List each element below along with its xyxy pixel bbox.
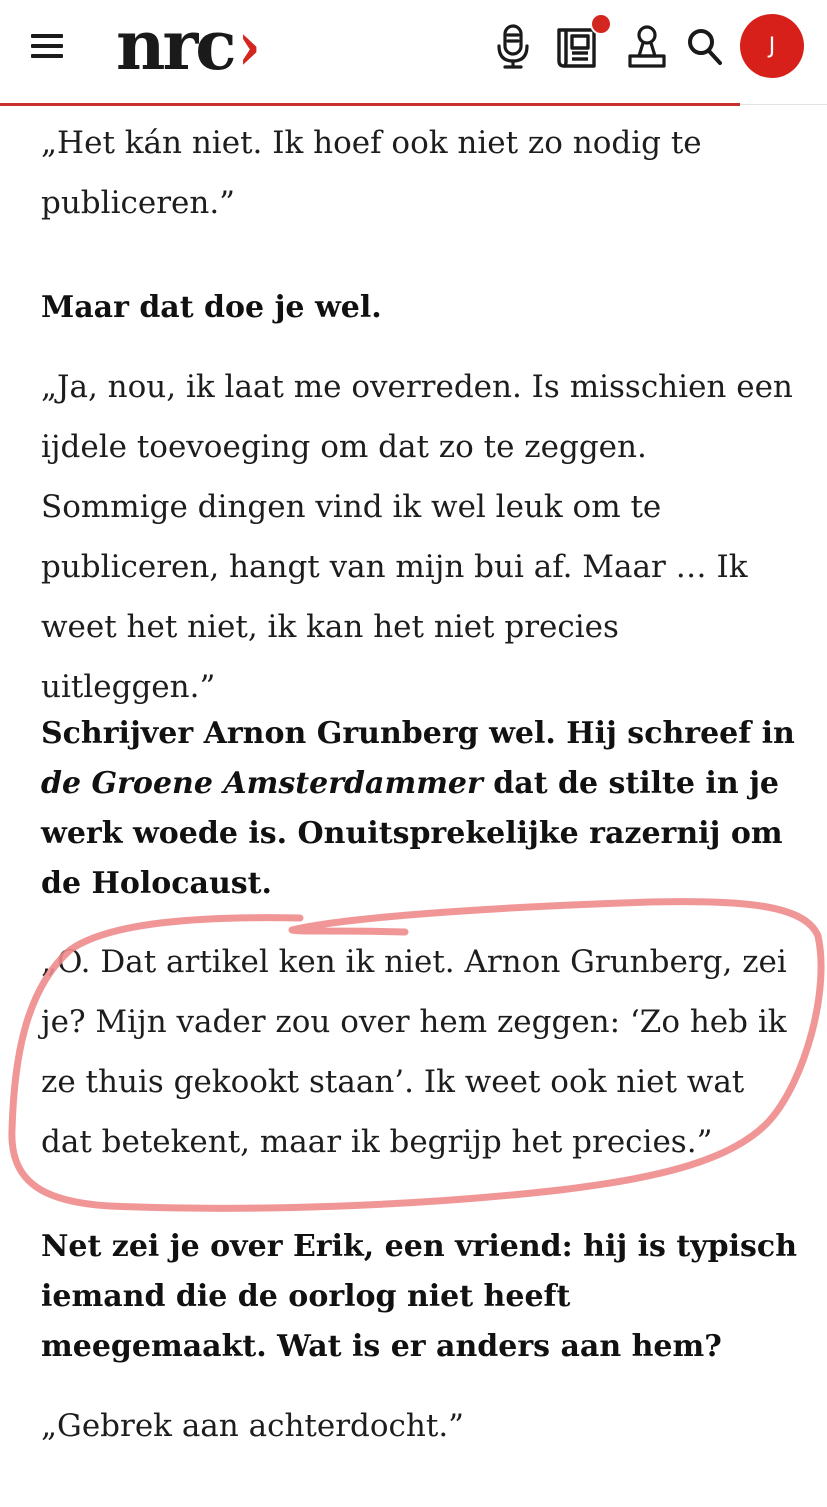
logo-text: nrc: [116, 6, 234, 86]
header-divider: [740, 104, 827, 105]
user-icon[interactable]: [624, 22, 670, 72]
question-3: Net zei je over Erik, een vriend: hij is typisch iemand die de oorlog niet heeft meegemaakt. Wat is er anders aan hem?: [41, 1229, 798, 1364]
header-accent-line: [0, 103, 740, 106]
nrc-logo[interactable]: [116, 6, 261, 86]
answer-paragraph-4: „Gebrek aan achterdocht.”: [41, 1408, 465, 1444]
question-2-text-a: Schrijver Arnon Grunberg wel. Hij schreef in: [41, 716, 795, 751]
avatar[interactable]: J: [740, 14, 804, 78]
search-icon[interactable]: [682, 22, 728, 72]
question-2: [41, 709, 801, 909]
question-1: Maar dat doe je wel.: [41, 290, 382, 325]
site-header: [0, 0, 827, 106]
question-2-text-b: dat de stilte in je werk woede is. Onuitsprekelijke razernij om de Holocaust.: [41, 766, 783, 901]
logo-chevron: ›: [237, 6, 261, 86]
notification-dot: [590, 13, 612, 35]
microphone-icon[interactable]: [490, 22, 536, 72]
answer-paragraph-3: „O. Dat artikel ken ik niet. Arnon Grunberg, zei je? Mijn vader zou over hem zeggen: ‘Zo heb ik ze thuis gekookt staan’. Ik weet ook niet wat dat betekent, maar ik begrijp het precies.”: [41, 944, 787, 1160]
publication-name: de Groene Amsterdammer: [41, 766, 483, 801]
answer-paragraph-2: „Ja, nou, ik laat me overreden. Is misschien een ijdele toevoeging om dat zo te zeggen. Sommige dingen vind ik wel leuk om te publiceren, hangt van mijn bui af. Maar … Ik weet het niet, ik kan het niet precies uitleggen.”: [41, 369, 793, 705]
menu-icon[interactable]: [31, 34, 63, 58]
answer-paragraph-1: „Het kán niet. Ik hoef ook niet zo nodig te publiceren.”: [41, 125, 702, 221]
